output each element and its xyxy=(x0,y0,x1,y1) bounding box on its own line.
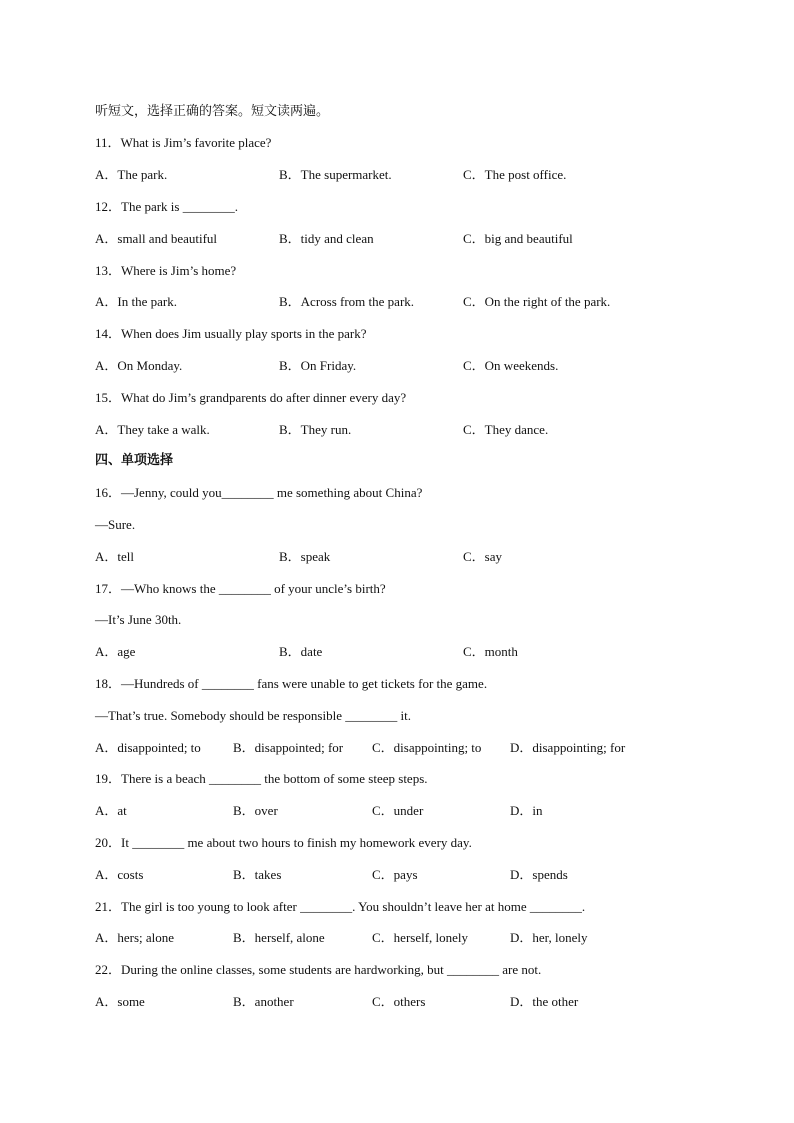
question-17-stem: 17．—Who knows the ________ of your uncle’s birth? xyxy=(95,581,386,596)
question-19-option-d: D．in xyxy=(510,803,543,818)
question-18-stem: 18．—Hundreds of ________ fans were unable to get tickets for the game. xyxy=(95,676,488,691)
question-20-option-a: A．costs xyxy=(95,867,144,882)
section-title: 四、单项选择 xyxy=(95,453,174,468)
question-22-option-d: D．the other xyxy=(510,994,579,1009)
question-19-option-b: B．over xyxy=(233,803,278,818)
question-21-option-a: A．hers; alone xyxy=(95,930,175,945)
question-12-option-c: C．big and beautiful xyxy=(463,231,573,246)
question-19-option-a: A．at xyxy=(95,803,127,818)
question-14-option-c: C．On weekends. xyxy=(463,358,559,373)
question-19-stem: 19．There is a beach ________ the bottom of some steep steps. xyxy=(95,771,428,786)
question-16-option-a: A．tell xyxy=(95,549,134,564)
question-11-option-a: A．The park. xyxy=(95,167,168,182)
question-18-reply: —That’s true. Somebody should be responsible ________ it. xyxy=(95,708,411,723)
question-21-option-c: C．herself, lonely xyxy=(372,930,469,945)
question-14-option-b: B．On Friday. xyxy=(279,358,357,373)
question-18-option-c: C．disappointing; to xyxy=(372,740,482,755)
question-13-option-a: A．In the park. xyxy=(95,294,177,309)
instruction: 听短文，选择正确的答案。短文读两遍。 xyxy=(95,104,330,119)
question-18-option-a: A．disappointed; to xyxy=(95,740,201,755)
question-12-option-a: A．small and beautiful xyxy=(95,231,218,246)
question-14-stem: 14．When does Jim usually play sports in the park? xyxy=(95,326,367,341)
question-16-reply: —Sure. xyxy=(95,517,136,532)
question-15-stem: 15．What do Jim’s grandparents do after dinner every day? xyxy=(95,390,407,405)
question-17-reply: —It’s June 30th. xyxy=(95,612,182,627)
question-12-option-b: B．tidy and clean xyxy=(279,231,374,246)
question-22-option-b: B．another xyxy=(233,994,294,1009)
question-13-stem: 13．Where is Jim’s home? xyxy=(95,263,237,278)
question-15-option-b: B．They run. xyxy=(279,422,352,437)
question-13-option-b: B．Across from the park. xyxy=(279,294,415,309)
question-22-stem: 22．During the online classes, some students are hardworking, but ________ are not. xyxy=(95,962,542,977)
question-14-option-a: A．On Monday. xyxy=(95,358,183,373)
question-21-stem: 21．The girl is too young to look after ________. You shouldn’t leave her at home ________. xyxy=(95,899,586,914)
question-22-option-a: A．some xyxy=(95,994,145,1009)
question-17-option-c: C．month xyxy=(463,644,518,659)
question-20-option-d: D．spends xyxy=(510,867,568,882)
question-20-option-b: B．takes xyxy=(233,867,282,882)
question-11-stem: 11．What is Jim’s favorite place? xyxy=(95,135,272,150)
question-15-option-a: A．They take a walk. xyxy=(95,422,210,437)
question-22-option-c: C．others xyxy=(372,994,426,1009)
question-15-option-c: C．They dance. xyxy=(463,422,549,437)
question-21-option-b: B．herself, alone xyxy=(233,930,325,945)
question-13-option-c: C．On the right of the park. xyxy=(463,294,611,309)
question-19-option-c: C．under xyxy=(372,803,424,818)
question-16-option-c: C．say xyxy=(463,549,503,564)
question-17-option-a: A．age xyxy=(95,644,136,659)
question-18-option-b: B．disappointed; for xyxy=(233,740,344,755)
question-18-option-d: D．disappointing; for xyxy=(510,740,626,755)
question-21-option-d: D．her, lonely xyxy=(510,930,588,945)
question-16-stem: 16．—Jenny, could you________ me something about China? xyxy=(95,485,423,500)
question-11-option-c: C．The post office. xyxy=(463,167,567,182)
question-20-stem: 20．It ________ me about two hours to finish my homework every day. xyxy=(95,835,472,850)
question-11-option-b: B．The supermarket. xyxy=(279,167,392,182)
question-20-option-c: C．pays xyxy=(372,867,418,882)
question-17-option-b: B．date xyxy=(279,644,323,659)
question-12-stem: 12．The park is ________. xyxy=(95,199,238,214)
question-16-option-b: B．speak xyxy=(279,549,331,564)
